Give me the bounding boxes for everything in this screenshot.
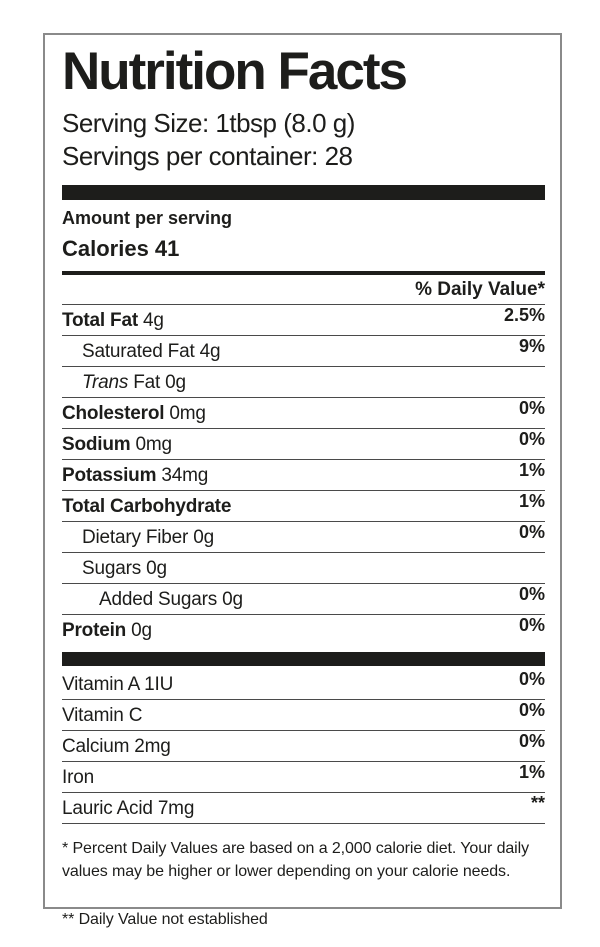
- label-title: Nutrition Facts: [62, 42, 406, 101]
- nutrient-label: [82, 341, 220, 363]
- nutrient-row: [62, 522, 545, 553]
- nutrient-label: [62, 465, 208, 487]
- nutrient-name-rest: Saturated Fat 4g: [82, 340, 221, 362]
- servings-per-container-line: Servings per container: 28: [62, 140, 353, 171]
- nutrient-label: [62, 620, 152, 642]
- nutrient-name-rest: Vitamin A 1IU: [62, 673, 174, 695]
- nutrient-name-rest: Dietary Fiber 0g: [82, 526, 214, 548]
- amount-per-serving-label: Amount per serving: [62, 207, 233, 228]
- nutrient-name-rest: 0mg: [164, 402, 206, 424]
- nutrient-row: [62, 305, 545, 336]
- daily-value: 0%: [518, 521, 545, 542]
- nutrient-label: [82, 372, 186, 394]
- nutrient-row: [62, 669, 545, 700]
- daily-value: 0%: [518, 583, 545, 604]
- nutrient-label: [99, 589, 243, 611]
- nutrient-label: [62, 705, 142, 727]
- nutrient-label: [62, 736, 171, 758]
- daily-value: 0%: [518, 668, 545, 689]
- nutrient-name-rest: 4g: [137, 309, 164, 331]
- nutrient-name-rest: Iron: [62, 766, 94, 788]
- nutrient-name-rest: Sugars 0g: [82, 557, 167, 579]
- nutrient-name-rest: Added Sugars 0g: [99, 588, 243, 610]
- nutrient-label: [62, 403, 206, 425]
- separator-bar-top: [62, 185, 545, 200]
- nutrient-label: [62, 434, 172, 456]
- nutrient-name-rest: 34mg: [156, 464, 209, 486]
- daily-value: 2.5%: [503, 304, 545, 325]
- nutrient-rows-section: [62, 305, 545, 645]
- daily-value-footnote: * Percent Daily Values are based on a 2,000 calorie diet. Your daily values may be higher or lower depending on your calorie needs.: [62, 839, 529, 880]
- nutrient-row: [62, 336, 545, 367]
- nutrition-facts-label: [43, 33, 562, 928]
- nutrient-row: [62, 429, 545, 460]
- nutrient-label: [82, 527, 214, 549]
- nutrient-row: [62, 398, 545, 429]
- nutrient-row: [62, 491, 545, 522]
- serving-size-line: Serving Size: 1tbsp (8.0 g): [62, 108, 355, 139]
- nutrient-name-rest: 0mg: [130, 433, 172, 455]
- daily-value: 0%: [518, 614, 545, 635]
- nutrient-name-italic: Trans: [82, 371, 129, 393]
- nutrient-name-rest: Vitamin C: [62, 704, 143, 726]
- daily-value: **: [530, 792, 545, 813]
- nutrient-row: [62, 553, 545, 584]
- daily-value: 1%: [518, 459, 545, 480]
- daily-value: 9%: [518, 335, 545, 356]
- daily-value: 1%: [518, 761, 545, 782]
- daily-value-header: % Daily Value*: [415, 278, 545, 300]
- daily-value: 0%: [518, 397, 545, 418]
- nutrient-name-bold: Total Fat: [62, 309, 138, 331]
- nutrient-label: [62, 798, 194, 820]
- nutrient-label: [62, 674, 173, 696]
- separator-bar-middle: [62, 652, 545, 666]
- nutrient-label: [62, 767, 94, 789]
- nutrient-name-bold: Potassium: [62, 464, 157, 486]
- nutrient-label: [82, 558, 167, 580]
- nutrient-name-rest: Calcium 2mg: [62, 735, 171, 757]
- daily-value: 1%: [518, 490, 545, 511]
- micronutrient-rows-section: [62, 669, 545, 824]
- nutrient-name-bold: Protein: [62, 619, 127, 641]
- nutrient-row: [62, 762, 545, 793]
- daily-value-header-row: [62, 271, 545, 305]
- nutrient-name-bold: Cholesterol: [62, 402, 165, 424]
- not-established-footnote: ** Daily Value not established: [62, 910, 268, 928]
- nutrient-label: [62, 496, 231, 518]
- nutrient-row: [62, 584, 545, 615]
- daily-value: 0%: [518, 699, 545, 720]
- nutrient-name-rest: Lauric Acid 7mg: [62, 797, 195, 819]
- daily-value: 0%: [518, 730, 545, 751]
- nutrient-row: [62, 700, 545, 731]
- nutrient-row: [62, 731, 545, 762]
- nutrient-row: [62, 615, 545, 645]
- nutrient-row: [62, 460, 545, 491]
- nutrient-name-bold: Total Carbohydrate: [62, 495, 232, 517]
- daily-value: 0%: [518, 428, 545, 449]
- nutrient-row: [62, 793, 545, 824]
- nutrient-name-rest: 0g: [126, 619, 152, 641]
- calories-line: Calories 41: [62, 235, 180, 261]
- nutrient-label: [62, 310, 164, 332]
- nutrient-name-bold: Sodium: [62, 433, 131, 455]
- nutrient-name-rest: Fat 0g: [128, 371, 186, 393]
- nutrient-row: [62, 367, 545, 398]
